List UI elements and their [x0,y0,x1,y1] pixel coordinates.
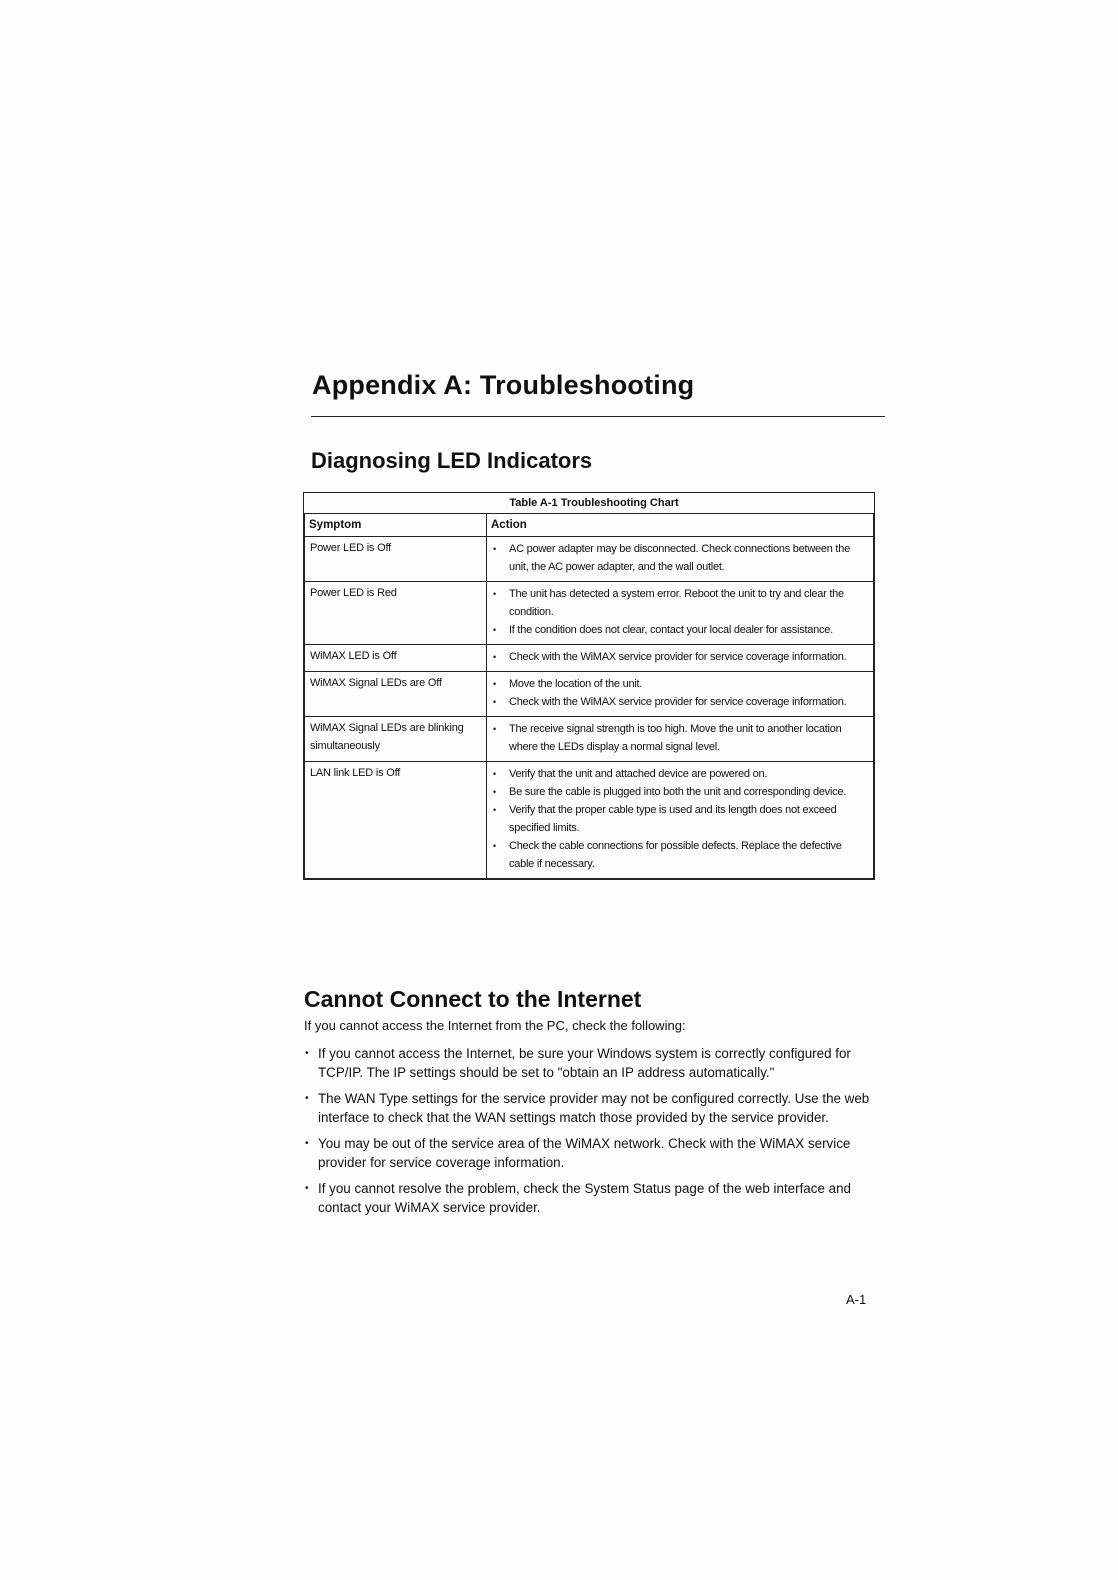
symptom-cell: LAN link LED is Off [305,762,487,879]
internet-checklist [304,1044,872,1224]
table-row [305,582,874,645]
intro-paragraph: If you cannot access the Internet from the PC, check the following: [304,1018,686,1033]
column-header-action: Action [487,514,874,537]
page-title: Appendix A: Troubleshooting [312,370,695,400]
title-divider [311,416,885,417]
table-row [305,537,874,582]
table-row [305,672,874,717]
table-header-row [305,514,874,537]
action-item: • The receive signal strength is too high. Move the unit to another location where the LEDs display a normal signal level. [491,720,869,756]
table-row [305,717,874,762]
action-item: • Check with the WiMAX service provider for service coverage information. [491,693,869,711]
troubleshooting-grid [304,513,874,879]
table-row [305,645,874,672]
action-item: • The unit has detected a system error. Reboot the unit to try and clear the condition. [491,585,869,621]
table-caption: Table A-1 Troubleshooting Chart [509,497,679,509]
action-cell [487,762,874,879]
section-heading-led: Diagnosing LED Indicators [311,448,593,473]
symptom-cell: WiMAX Signal LEDs are Off [305,672,487,717]
action-item: • AC power adapter may be disconnected. Check connections between the unit, the AC power adapter, and the wall outlet. [491,540,869,576]
action-item: • Move the location of the unit. [491,675,869,693]
action-item: • Verify that the proper cable type is used and its length does not exceed specified limits. [491,801,869,837]
symptom-cell: Power LED is Red [305,582,487,645]
symptom-cell: Power LED is Off [305,537,487,582]
action-item: • Check the cable connections for possible defects. Replace the defective cable if necessary. [491,837,869,873]
action-cell [487,537,874,582]
table-row [305,762,874,879]
troubleshooting-table [303,492,875,880]
column-header-symptom: Symptom [305,514,487,537]
action-cell [487,582,874,645]
action-cell [487,645,874,672]
list-item: • If you cannot access the Internet, be sure your Windows system is correctly configured for TCP/IP. The IP settings should be set to "obtain an IP address automatically." [304,1044,872,1082]
action-cell [487,717,874,762]
list-item: • You may be out of the service area of the WiMAX network. Check with the WiMAX service provider for service coverage information. [304,1134,872,1172]
symptom-cell: WiMAX Signal LEDs are blinking simultaneously [305,717,487,762]
section-heading-internet: Cannot Connect to the Internet [304,986,642,1012]
action-item: • If the condition does not clear, contact your local dealer for assistance. [491,621,869,639]
action-item: • Check with the WiMAX service provider for service coverage information. [491,648,869,666]
list-item: • If you cannot resolve the problem, check the System Status page of the web interface and contact your WiMAX service provider. [304,1179,872,1217]
action-item: • Be sure the cable is plugged into both the unit and corresponding device. [491,783,869,801]
action-cell [487,672,874,717]
list-item: • The WAN Type settings for the service provider may not be configured correctly. Use the web interface to check that the WAN settings match those provided by the service provider. [304,1089,872,1127]
action-item: • Verify that the unit and attached device are powered on. [491,765,869,783]
symptom-cell: WiMAX LED is Off [305,645,487,672]
page-number: A-1 [846,1292,867,1307]
